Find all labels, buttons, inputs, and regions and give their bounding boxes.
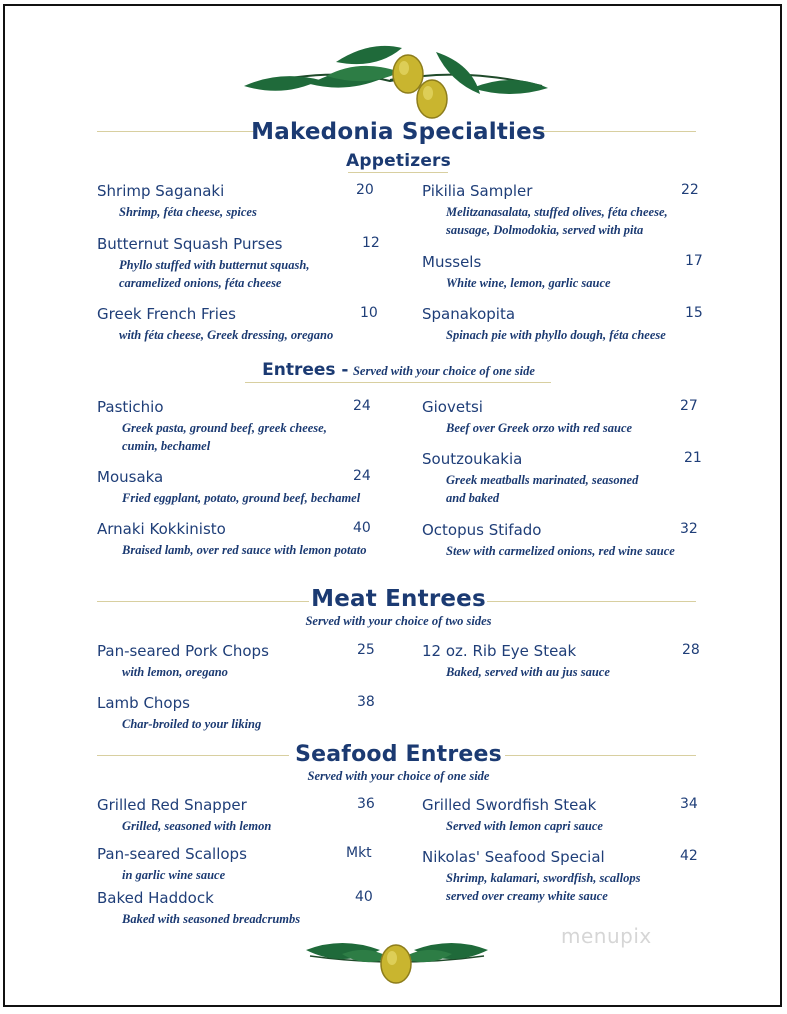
item-name: Pikilia Sampler [422,182,533,200]
item-price: 40 [355,889,373,905]
item-price: 42 [680,848,698,864]
entrees-underline [245,382,551,383]
item-desc: with féta cheese, Greek dressing, oregano [119,328,334,342]
item-price: 38 [357,694,375,710]
seafood-entrees-heading: Seafood Entrees [295,742,502,767]
item-desc: Braised lamb, over red sauce with lemon potato [122,543,367,557]
item-name: Grilled Swordfish Steak [422,796,597,814]
entrees-title: Entrees - [262,360,349,380]
item-price: 15 [685,305,703,321]
item-price: 36 [357,796,375,812]
meat-entrees-note: Served with your choice of two sides [305,614,492,628]
item-desc: Stew with carmelized onions, red wine sauce [446,544,675,558]
item-desc: Greek pasta, ground beef, greek cheese, cumin, bechamel [122,421,327,453]
menupix-watermark: menupix [561,924,652,948]
menu-page [3,4,782,1007]
item-desc: White wine, lemon, garlic sauce [446,276,611,290]
item-name: Octopus Stifado [422,521,542,539]
item-desc: Grilled, seasoned with lemon [122,819,272,833]
item-name: Shrimp Saganaki [97,182,225,200]
item-name: Pan-seared Scallops [97,845,247,863]
item-name: Spanakopita [422,305,516,323]
item-name: Baked Haddock [97,889,214,907]
item-name: Soutzoukakia [422,450,523,468]
appetizers-heading: Appetizers [346,151,451,171]
item-price: 28 [682,642,700,658]
item-price: 22 [681,182,699,198]
item-name: Pastichio [97,398,164,416]
item-desc: Fried eggplant, potato, ground beef, bechamel [122,491,361,505]
item-name: Butternut Squash Purses [97,235,283,253]
item-desc: Phyllo stuffed with butternut squash, caramelized onions, féta cheese [119,258,310,290]
item-name: Giovetsi [422,398,483,416]
olive-branch-top-icon [240,36,552,122]
item-price: 40 [353,520,371,536]
item-desc: in garlic wine sauce [122,868,226,882]
item-name: Grilled Red Snapper [97,796,247,814]
item-name: Lamb Chops [97,694,190,712]
item-desc: Spinach pie with phyllo dough, féta cheese [446,328,666,342]
item-price: 32 [680,521,698,537]
item-name: Greek French Fries [97,305,236,323]
item-desc: Served with lemon capri sauce [446,819,603,833]
item-desc: Shrimp, kalamari, swordfish, scallops served over creamy white sauce [446,871,641,903]
item-price: 21 [684,450,702,466]
item-price: 24 [353,398,371,414]
item-price: 27 [680,398,698,414]
item-desc: with lemon, oregano [122,665,228,679]
item-name: Pan-seared Pork Chops [97,642,269,660]
entrees-note: Served with your choice of one side [352,364,535,378]
item-desc: Char-broiled to your liking [122,717,262,731]
appetizers-underline [348,172,448,173]
item-price: 34 [680,796,698,812]
item-price: 24 [353,468,371,484]
item-name: Mussels [422,253,482,271]
seafood-entrees-note: Served with your choice of one side [307,769,490,783]
page-title: Makedonia Specialties [251,119,546,145]
item-desc: Beef over Greek orzo with red sauce [446,421,633,435]
item-name: 12 oz. Rib Eye Steak [422,642,577,660]
item-price: 25 [357,642,375,658]
item-price: 10 [360,305,378,321]
olive-branch-bottom-icon [302,932,492,990]
item-price: 20 [356,182,374,198]
item-desc: Baked, served with au jus sauce [446,665,610,679]
item-price: 12 [362,235,380,251]
item-price: Mkt [346,845,372,861]
item-desc: Greek meatballs marinated, seasoned and baked [446,473,639,505]
meat-entrees-heading: Meat Entrees [311,586,486,612]
item-price: 17 [685,253,703,269]
item-desc: Melitzanasalata, stuffed olives, féta cheese, sausage, Dolmodokia, served with pita [446,205,668,237]
item-name: Nikolas' Seafood Special [422,848,605,866]
item-desc: Baked with seasoned breadcrumbs [122,912,301,926]
item-name: Arnaki Kokkinisto [97,520,226,538]
item-name: Mousaka [97,468,164,486]
entrees-heading [5,360,787,380]
item-desc: Shrimp, féta cheese, spices [119,205,257,219]
